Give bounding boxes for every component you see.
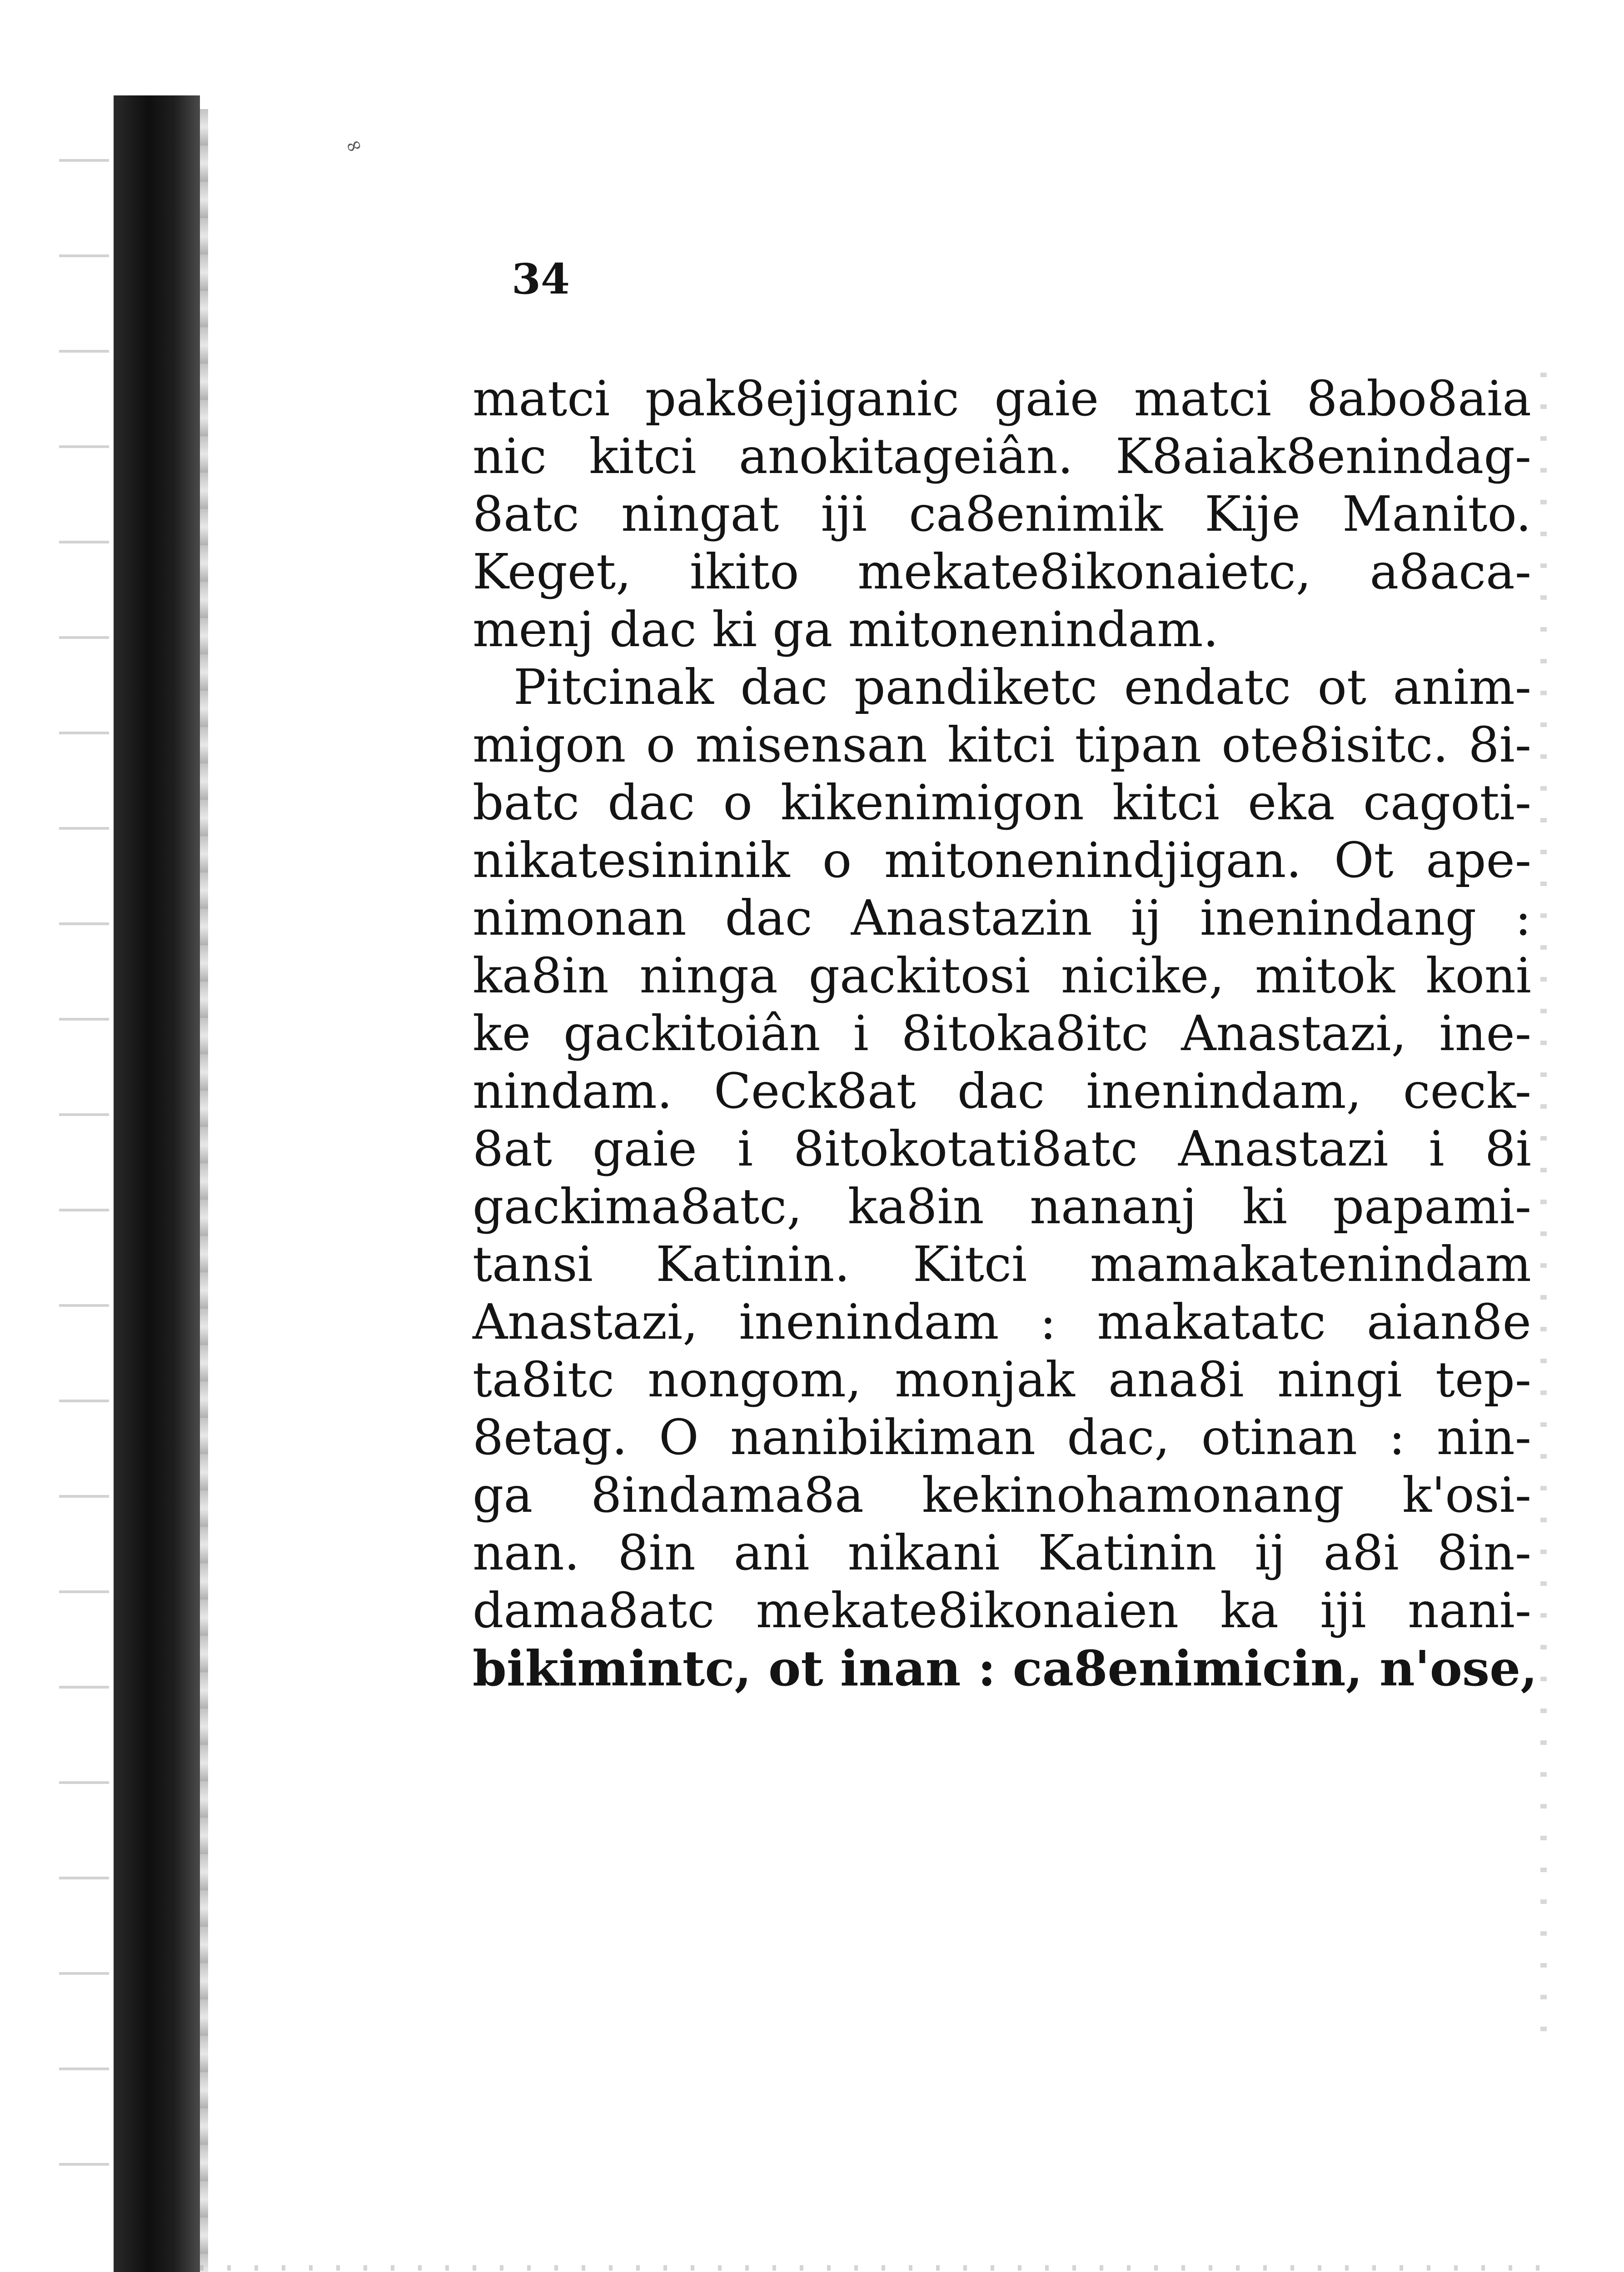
ink-mark-icon: ∞ (342, 132, 366, 159)
bottom-page-edge (200, 2265, 1549, 2271)
text-line: matci pak8ejiganic gaie matci 8abo8aia (473, 371, 1531, 427)
text-line: 8at gaie i 8itokotati8atc Anastazi i 8i (473, 1121, 1531, 1177)
text-line: migon o misensan kitci tipan ote8isitc. 8i- (473, 717, 1531, 773)
text-line: bikimintc, ot inan : ca8enimicin, n'ose, (473, 1640, 1538, 1697)
text-line: batc dac o kikenimigon kitci eka cagoti- (473, 775, 1531, 831)
text-line: tansi Katinin. Kitci mamakatenindam (473, 1236, 1531, 1293)
text-line: nindam. Ceck8at dac inenindam, ceck- (473, 1063, 1531, 1120)
text-line: 8etag. O nanibikiman dac, otinan : nin- (473, 1410, 1531, 1466)
text-line: gackima8atc, ka8in nananj ki papami- (473, 1179, 1531, 1235)
right-page-edge (1540, 373, 1547, 2054)
text-line: nic kitci anokitageiân. K8aiak8enindag- (473, 428, 1531, 485)
body-text (473, 370, 1538, 1698)
text-line: Keget, ikito mekate8ikonaietc, a8aca- (473, 544, 1531, 600)
text-line: Anastazi, inenindam : makatatc aian8e (473, 1294, 1531, 1350)
text-line: Pitcinak dac pandiketc endatc ot anim- (513, 659, 1531, 716)
text-line: 8atc ningat iji ca8enimik Kije Manito. (473, 486, 1531, 543)
book-binding-shadow (114, 95, 200, 2272)
text-line: nan. 8in ani nikani Katinin ij a8i 8in- (473, 1525, 1531, 1581)
text-line: ta8itc nongom, monjak ana8i ningi tep- (473, 1352, 1531, 1408)
text-line: nikatesininik o mitonenindjigan. Ot ape- (473, 832, 1531, 889)
page-number: 34 (511, 254, 570, 304)
text-line: menj dac ki ga mitonenindam. (473, 602, 1219, 658)
text-line: ke gackitoiân i 8itoka8itc Anastazi, ine- (473, 1006, 1531, 1062)
page-margin-speckle (59, 118, 109, 2254)
binding-edge (200, 109, 208, 2272)
text-line: ga 8indama8a kekinohamonang k'osi- (473, 1467, 1531, 1524)
text-line: dama8atc mekate8ikonaien ka iji nani- (473, 1583, 1531, 1639)
text-line: ka8in ninga gackitosi nicike, mitok koni (473, 948, 1531, 1004)
text-line: nimonan dac Anastazin ij inenindang : (473, 890, 1531, 947)
